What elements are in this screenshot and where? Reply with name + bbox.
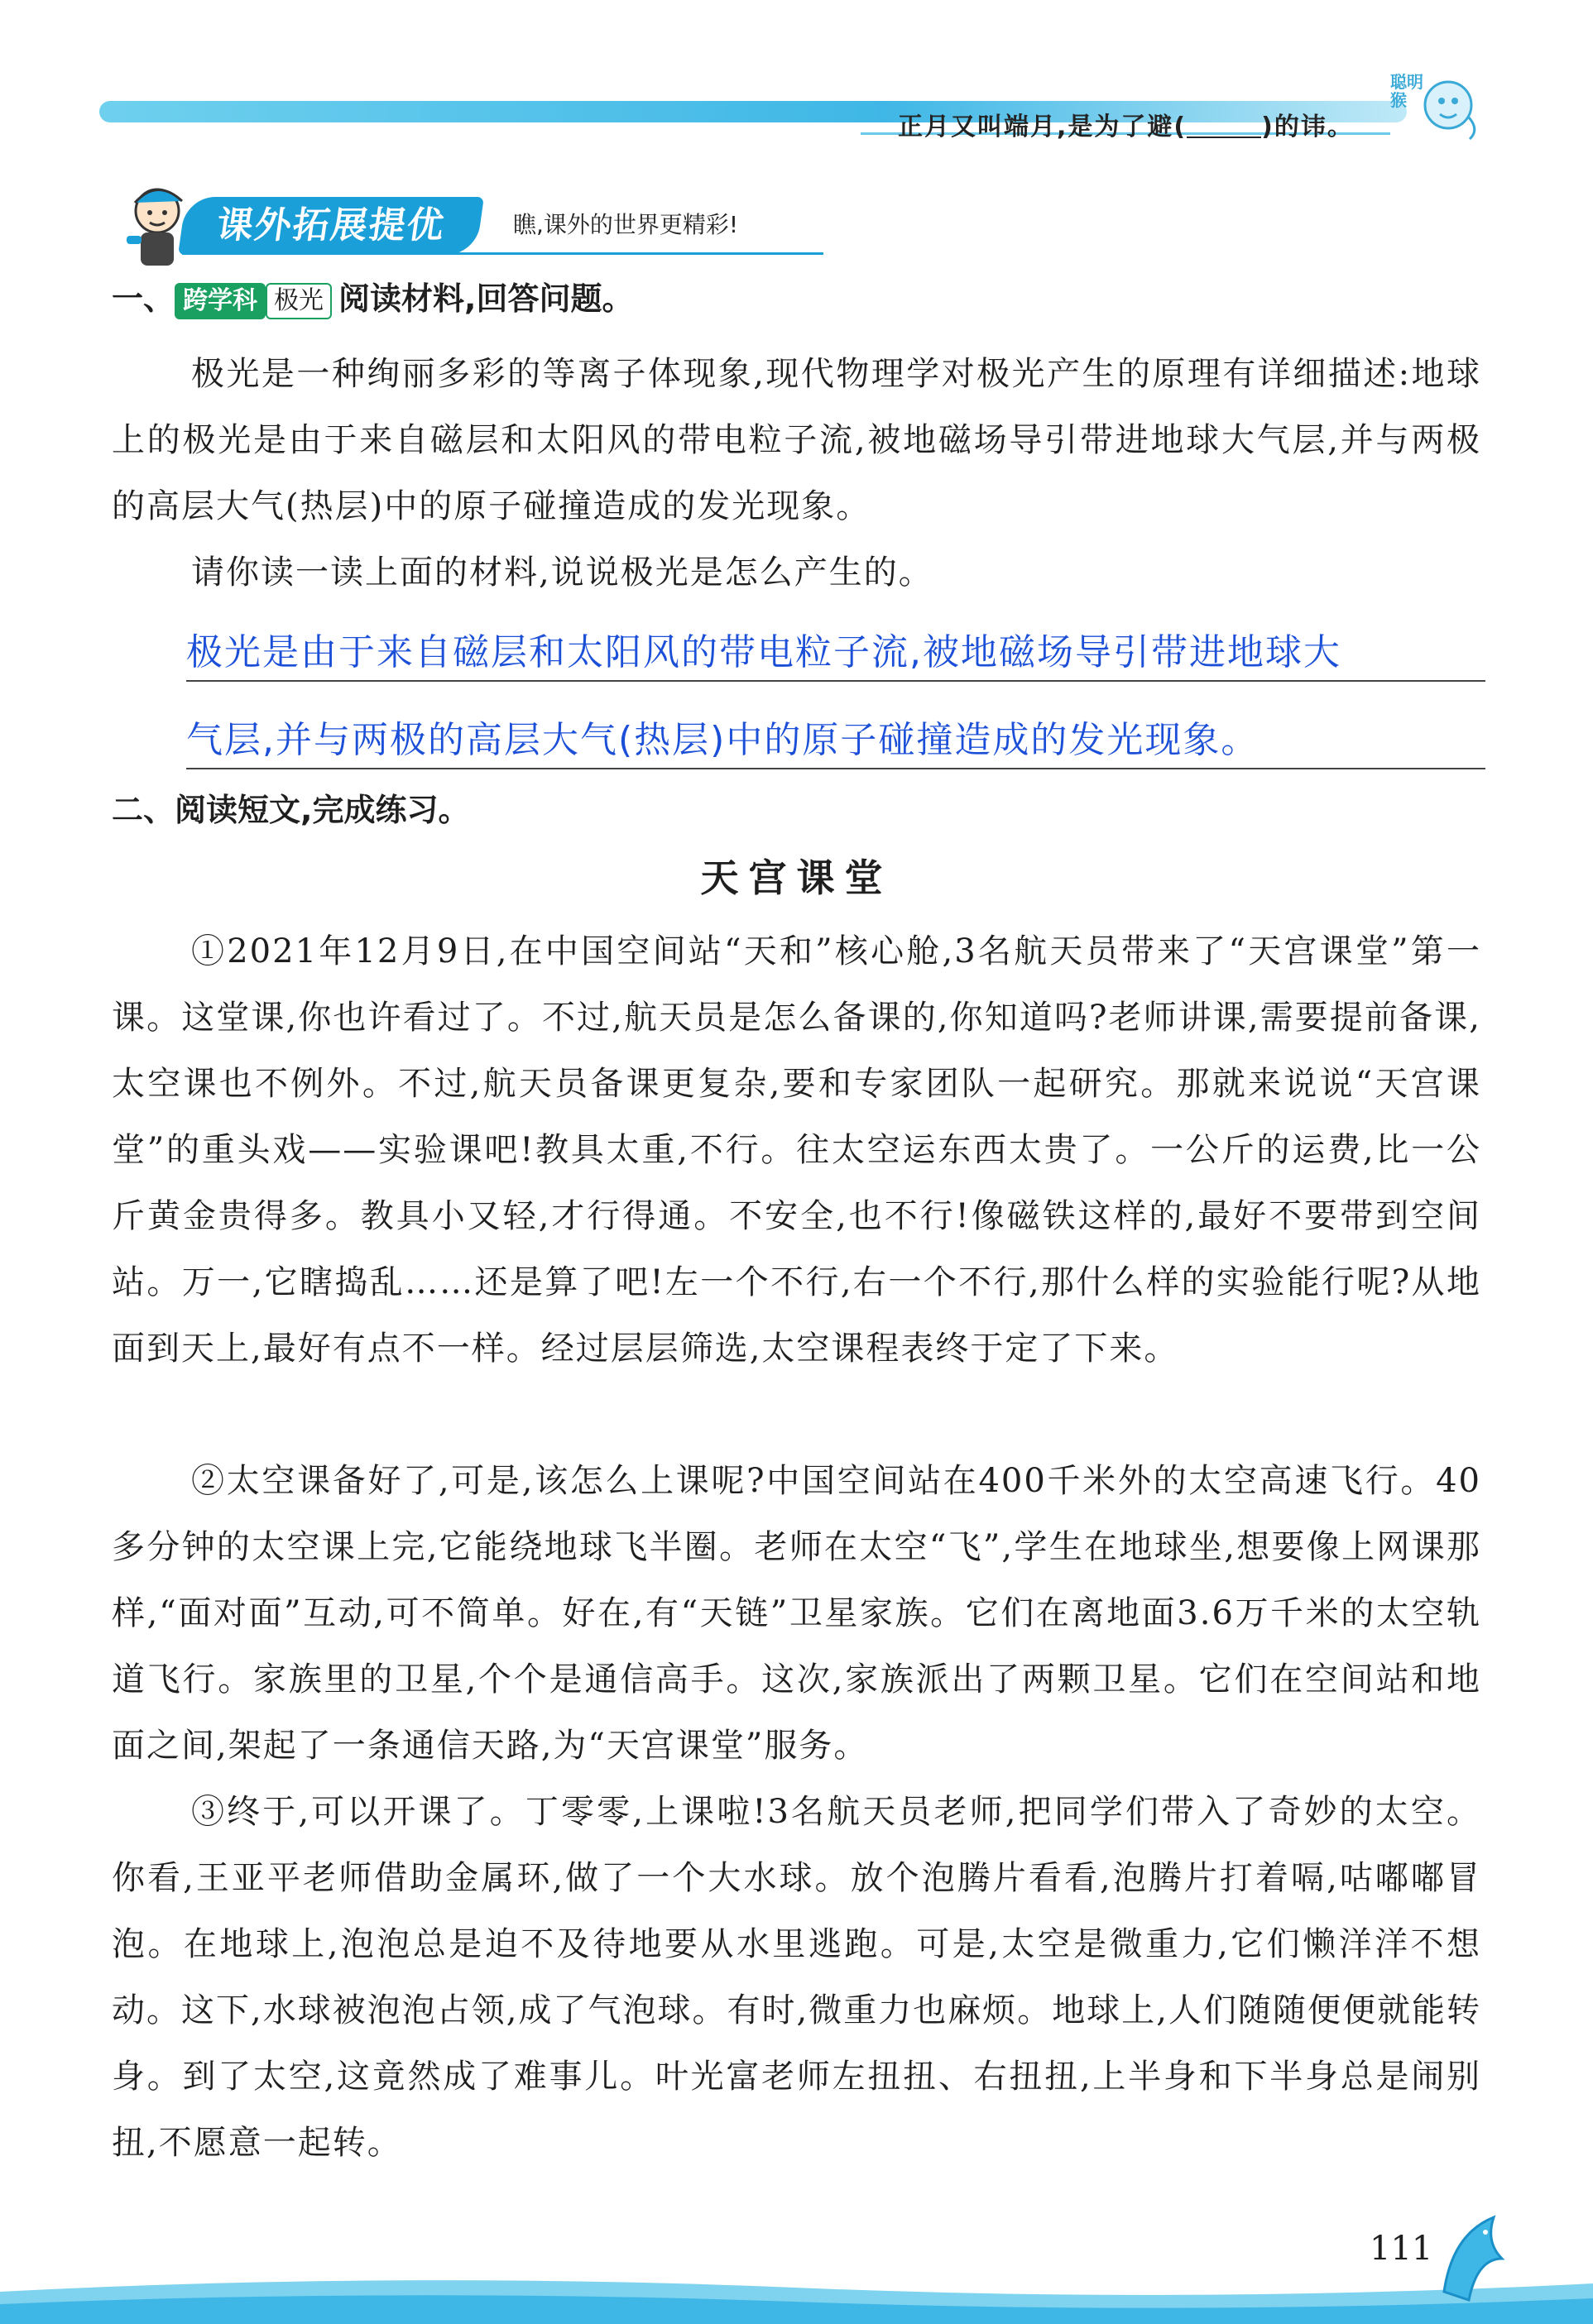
header-hint-before: 正月又叫端月,是为了避( [898, 113, 1188, 141]
q1-answer-line-1[interactable]: 极光是由于来自磁层和太阳风的带电粒子流,被地磁场导引带进地球大 [186, 631, 1341, 673]
q1-badge-topic: 极光 [266, 283, 332, 319]
logo-label: 聪明猴 [1390, 72, 1423, 110]
q1-badge-subject: 跨学科 [175, 283, 266, 319]
answer-rule-1 [186, 680, 1485, 682]
q1-number: 一、 [112, 280, 175, 317]
q1-answer-line-2[interactable]: 气层,并与两极的高层大气(热层)中的原子碰撞造成的发光现象。 [186, 719, 1260, 761]
header-hint [898, 106, 1354, 142]
q1-title: 阅读材料,回答问题。 [338, 280, 634, 317]
q1-heading [112, 273, 633, 319]
article-title: 天宫课堂 [700, 855, 893, 900]
section-banner: 课外拓展提优 [178, 197, 484, 255]
page-number: 111 [1370, 2230, 1433, 2268]
section-subtitle: 瞧,课外的世界更精彩! [513, 211, 739, 238]
article-paragraph-2: ②太空课备好了,可是,该怎么上课呢?中国空间站在400千米外的太空高速飞行。40多分钟的太空课上完,它能绕地球飞半圈。老师在太空“飞”,学生在地球坐,想要像上网课那样,“面对面”互动,可不简单。好在,有“天链”卫星家族。它们在离地面3.6万千米的太空轨道飞行。家族里的卫星,个个是通信高手。这次,家族派出了两颗卫星。它们在空间站和地面之间,架起了一条通信天路,为“天宫课堂”服务。 [112, 1462, 1481, 1765]
header-hint-after: )的讳。 [1261, 113, 1354, 141]
header-hint-blank [1187, 115, 1261, 138]
q1-material: 极光是一种绚丽多彩的等离子体现象,现代物理学对极光产生的原理有详细描述:地球上的极光是由于来自磁层和太阳风的带电粒子流,被地磁场导引带进地球大气层,并与两极的高层大气(热层)中的原子碰撞造成的发光现象。 [112, 355, 1481, 525]
q1-prompt: 请你读一读上面的材料,说说极光是怎么产生的。 [191, 553, 933, 592]
footer-wave [0, 2267, 1593, 2324]
article-paragraph-3: ③终于,可以开课了。丁零零,上课啦!3名航天员老师,把同学们带入了奇妙的太空。你看,王亚平老师借助金属环,做了一个大水球。放个泡腾片看看,泡腾片打着嗝,咕嘟嘟冒泡。在地球上,泡泡总是迫不及待地要从水里逃跑。可是,太空是微重力,它们懒洋洋不想动。这下,水球被泡泡占领,成了气泡球。有时,微重力也麻烦。地球上,人们随随便便就能转身。到了太空,这竟然成了难事儿。叶光富老师左扭扭、右扭扭,上半身和下半身总是闹别扭,不愿意一起转。 [112, 1793, 1481, 2162]
q2-title: 阅读短文,完成练习。 [175, 792, 470, 828]
q2-number: 二、 [112, 792, 175, 828]
article-paragraph-1: ①2021年12月9日,在中国空间站“天和”核心舱,3名航天员带来了“天宫课堂”第一课。这堂课,你也许看过了。不过,航天员是怎么备课的,你知道吗?老师讲课,需要提前备课,太空课也不例外。不过,航天员备课更复杂,要和专家团队一起研究。那就来说说“天宫课堂”的重头戏——实验课吧!教具太重,不行。往太空运东西太贵了。一公斤的运费,比一公斤黄金贵得多。教具小又轻,才行得通。不安全,也不行!像磁铁这样的,最好不要带到空间站。万一,它瞎捣乱……还是算了吧!左一个不行,右一个不行,那什么样的实验能行呢?从地面到天上,最好有点不一样。经过层层筛选,太空课程表终于定了下来。 [112, 932, 1481, 1368]
answer-rule-2 [186, 768, 1485, 769]
q2-heading [112, 784, 469, 830]
dolphin-icon [1427, 2201, 1519, 2317]
section-underline [182, 252, 823, 255]
